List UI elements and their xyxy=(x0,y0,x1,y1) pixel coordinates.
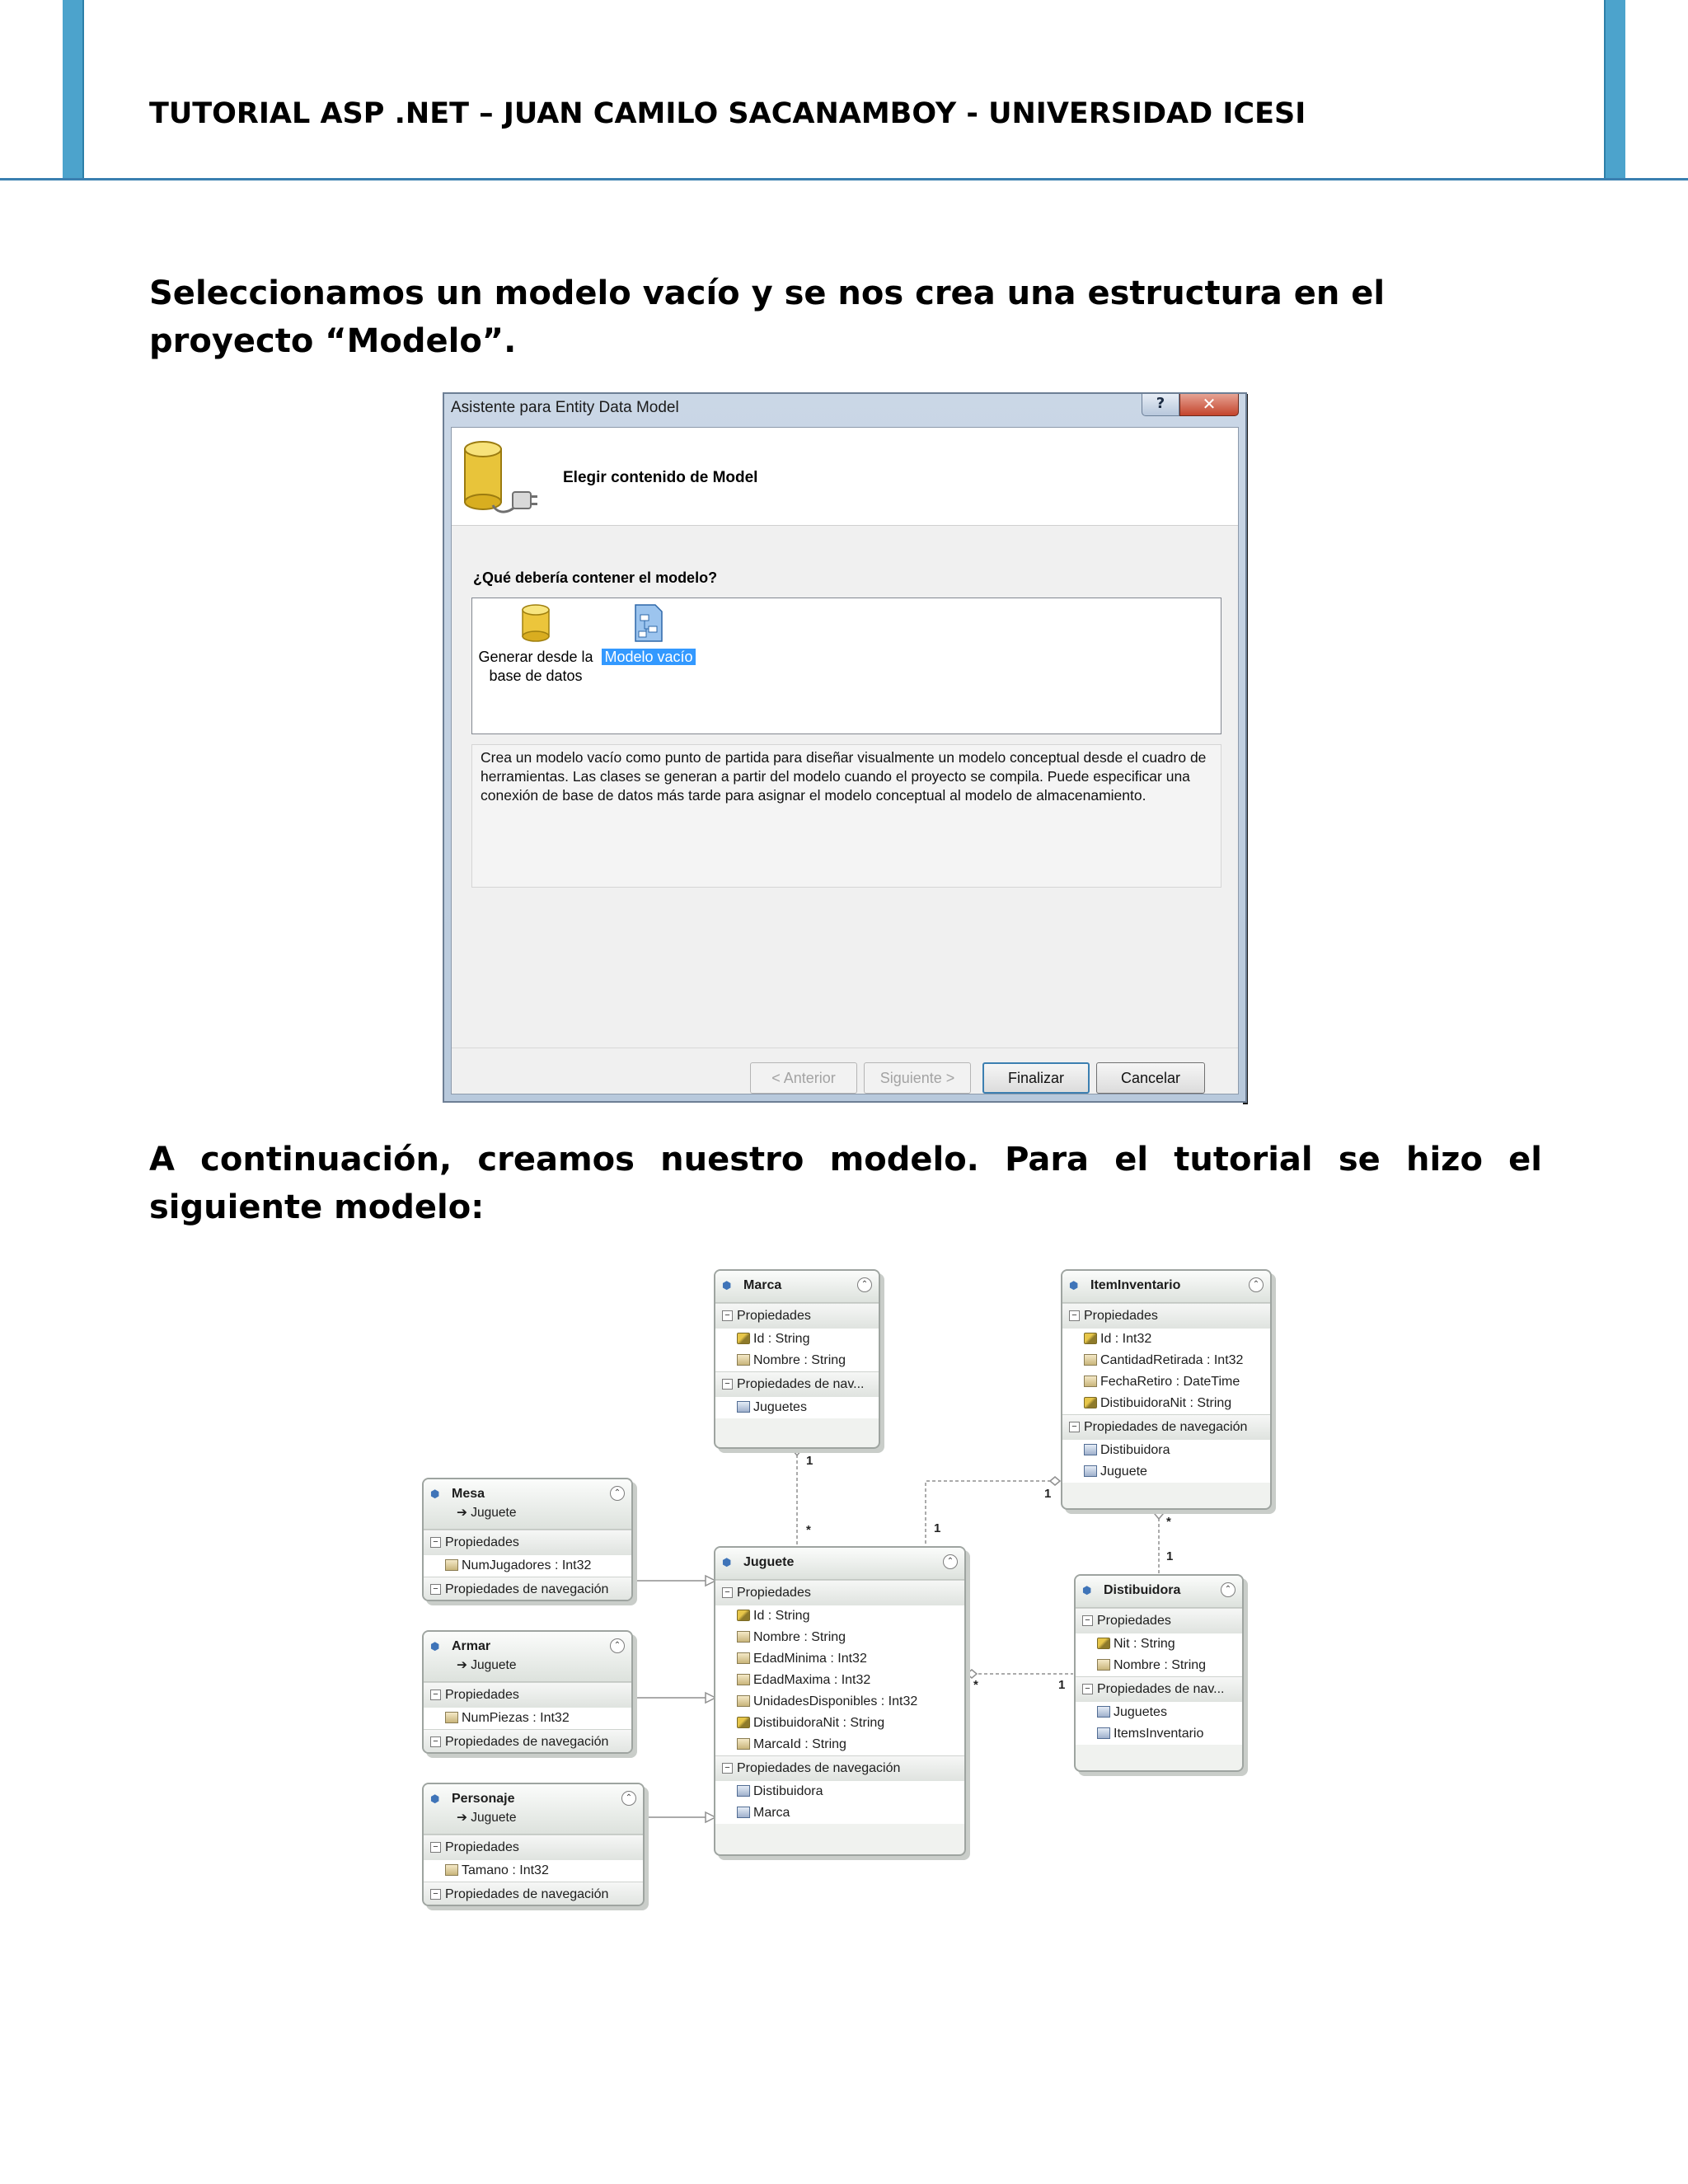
entity-name: Mesa xyxy=(452,1487,485,1501)
minus-icon[interactable]: − xyxy=(722,1587,733,1598)
navigation-icon xyxy=(737,1785,750,1797)
entity-header xyxy=(715,1548,964,1580)
property-row: EdadMinima : Int32 xyxy=(715,1648,964,1670)
section-navigation: − Propiedades de navegación xyxy=(715,1755,964,1781)
finish-button[interactable]: Finalizar xyxy=(982,1062,1090,1094)
property-row: Nombre : String xyxy=(1076,1655,1242,1676)
section-navigation: − Propiedades de navegación xyxy=(1062,1414,1270,1440)
minus-icon[interactable]: − xyxy=(1069,1422,1080,1432)
paragraph-model: A continuación, creamos nuestro modelo. Para el tutorial se hizo el siguiente modelo: xyxy=(149,1141,1542,1226)
property-icon xyxy=(445,1559,458,1571)
entity-icon: ⬢ xyxy=(430,1488,440,1500)
navigation-row: Distibuidora xyxy=(1062,1440,1270,1461)
entity-base-type: ➔ Juguete xyxy=(457,1658,517,1672)
multiplicity-label: 1 xyxy=(1058,1678,1066,1692)
minus-icon[interactable]: − xyxy=(430,1842,441,1853)
section-properties: − Propiedades xyxy=(424,1835,643,1860)
minus-icon[interactable]: − xyxy=(722,1379,733,1390)
collapse-icon[interactable]: ⌃ xyxy=(621,1791,636,1806)
navigation-row: Juguetes xyxy=(715,1397,879,1418)
property-row: CantidadRetirada : Int32 xyxy=(1062,1350,1270,1371)
property-icon xyxy=(737,1631,750,1643)
entity-icon: ⬢ xyxy=(1069,1279,1079,1291)
multiplicity-label: * xyxy=(806,1523,811,1537)
property-row: Nombre : String xyxy=(715,1627,964,1648)
navigation-row: Juguete xyxy=(1062,1461,1270,1483)
help-button[interactable]: ? xyxy=(1142,394,1179,416)
entity-mesa[interactable] xyxy=(422,1478,633,1601)
collapse-icon[interactable]: ⌃ xyxy=(1221,1582,1236,1597)
key-icon xyxy=(737,1610,750,1621)
entity-icon: ⬢ xyxy=(722,1556,732,1568)
navigation-icon xyxy=(1097,1706,1110,1718)
key-icon xyxy=(1084,1333,1097,1344)
entity-header xyxy=(715,1271,879,1303)
option-generate-label-2: base de datos xyxy=(489,668,583,684)
minus-icon[interactable]: − xyxy=(1082,1684,1093,1694)
navigation-row: Distibuidora xyxy=(715,1781,964,1802)
property-icon xyxy=(445,1712,458,1723)
section-navigation: − Propiedades de navegación xyxy=(424,1882,643,1906)
navigation-row: Juguetes xyxy=(1076,1702,1242,1723)
property-row: Nit : String xyxy=(1076,1633,1242,1655)
multiplicity-label: * xyxy=(973,1678,978,1692)
section-properties: − Propiedades xyxy=(1062,1303,1270,1329)
multiplicity-label: 1 xyxy=(934,1521,941,1535)
minus-icon[interactable]: − xyxy=(430,1889,441,1900)
property-icon xyxy=(737,1674,750,1685)
entity-armar[interactable] xyxy=(422,1630,633,1754)
close-button[interactable]: ✕ xyxy=(1179,394,1239,416)
entity-name: Armar xyxy=(452,1639,491,1653)
section-navigation: − Propiedades de navegación xyxy=(424,1577,631,1601)
section-navigation: − Propiedades de navegación xyxy=(424,1729,631,1754)
next-button[interactable]: Siguiente > xyxy=(864,1062,971,1094)
key-icon xyxy=(1084,1397,1097,1408)
dialog-title: Asistente para Entity Data Model xyxy=(451,399,679,416)
section-properties: − Propiedades xyxy=(424,1530,631,1555)
minus-icon[interactable]: − xyxy=(722,1763,733,1774)
navigation-icon xyxy=(1097,1727,1110,1739)
property-row: Id : String xyxy=(715,1605,964,1627)
minus-icon[interactable]: − xyxy=(430,1584,441,1595)
model-content-question: ¿Qué debería contener el modelo? xyxy=(473,569,718,586)
section-properties: − Propiedades xyxy=(715,1580,964,1605)
minus-icon[interactable]: − xyxy=(430,1537,441,1548)
navigation-icon xyxy=(737,1807,750,1818)
minus-icon[interactable]: − xyxy=(430,1690,441,1700)
option-generate-label-1: Generar desde la xyxy=(478,649,593,665)
property-row: Nombre : String xyxy=(715,1350,879,1371)
dialog-heading: Elegir contenido de Model xyxy=(563,469,758,486)
property-icon xyxy=(445,1864,458,1876)
property-row: Id : String xyxy=(715,1329,879,1350)
property-icon xyxy=(1084,1376,1097,1387)
entity-icon: ⬢ xyxy=(1082,1584,1092,1596)
entity-icon: ⬢ xyxy=(430,1793,440,1805)
collapse-icon[interactable]: ⌃ xyxy=(943,1554,958,1569)
entity-iteminventario[interactable] xyxy=(1061,1269,1272,1510)
entity-icon: ⬢ xyxy=(430,1640,440,1652)
navigation-icon xyxy=(1084,1444,1097,1455)
entity-marca[interactable] xyxy=(714,1269,880,1449)
entity-personaje[interactable] xyxy=(422,1783,645,1906)
property-row: DistibuidoraNit : String xyxy=(715,1713,964,1734)
property-row: FechaRetiro : DateTime xyxy=(1062,1371,1270,1393)
entity-base-type: ➔ Juguete xyxy=(457,1811,517,1825)
collapse-icon[interactable]: ⌃ xyxy=(1249,1277,1264,1292)
entity-name: Personaje xyxy=(452,1792,515,1806)
collapse-icon[interactable]: ⌃ xyxy=(610,1486,625,1501)
option-description: Crea un modelo vacío como punto de partida para diseñar visualmente un modelo conceptual desde el cuadro de herramientas. Las clases se generan a partir del modelo cuando el proyecto se compila. Puede especificar una conexión de base de datos más tarde para asignar el modelo conceptual al modelo de almacenamiento. xyxy=(471,744,1221,888)
entity-name: Distibuidora xyxy=(1104,1583,1181,1597)
paragraph-intro: Seleccionamos un modelo vacío y se nos crea una estructura en el proyecto “Modelo”. xyxy=(149,274,1386,360)
property-icon xyxy=(737,1652,750,1664)
property-row: NumPiezas : Int32 xyxy=(424,1708,631,1729)
section-navigation: − Propiedades de nav... xyxy=(715,1371,879,1397)
back-button[interactable]: < Anterior xyxy=(750,1062,857,1094)
minus-icon[interactable]: − xyxy=(1069,1310,1080,1321)
property-row: Tamano : Int32 xyxy=(424,1860,643,1882)
property-row: EdadMaxima : Int32 xyxy=(715,1670,964,1691)
section-properties: − Propiedades xyxy=(1076,1608,1242,1633)
entity-header xyxy=(424,1632,631,1682)
property-icon xyxy=(1097,1659,1110,1671)
entity-distibuidora[interactable] xyxy=(1074,1574,1244,1772)
section-navigation: − Propiedades de nav... xyxy=(1076,1676,1242,1702)
property-icon xyxy=(737,1354,750,1366)
section-properties: − Propiedades xyxy=(424,1682,631,1708)
entity-name: Juguete xyxy=(743,1555,795,1569)
minus-icon[interactable]: − xyxy=(430,1736,441,1747)
navigation-row: Marca xyxy=(715,1802,964,1824)
property-icon xyxy=(737,1695,750,1707)
entity-header xyxy=(1062,1271,1270,1303)
key-icon xyxy=(1097,1638,1110,1649)
multiplicity-label: * xyxy=(1166,1515,1171,1529)
property-icon xyxy=(737,1738,750,1750)
entity-name: Marca xyxy=(743,1278,782,1292)
navigation-row: ItemsInventario xyxy=(1076,1723,1242,1745)
property-row: Id : Int32 xyxy=(1062,1329,1270,1350)
property-row: NumJugadores : Int32 xyxy=(424,1555,631,1577)
entity-header xyxy=(424,1479,631,1530)
entity-icon: ⬢ xyxy=(722,1279,732,1291)
entity-juguete[interactable] xyxy=(714,1546,966,1856)
section-properties: − Propiedades xyxy=(715,1303,879,1329)
minus-icon[interactable]: − xyxy=(722,1310,733,1321)
option-empty-model-label: Modelo vacío xyxy=(602,649,695,665)
entity-header xyxy=(424,1784,643,1835)
multiplicity-label: 1 xyxy=(1166,1549,1174,1563)
multiplicity-label: 1 xyxy=(1044,1487,1052,1501)
entity-name: ItemInventario xyxy=(1090,1278,1181,1292)
entity-base-type: ➔ Juguete xyxy=(457,1506,517,1520)
key-icon xyxy=(737,1333,750,1344)
property-icon xyxy=(1084,1354,1097,1366)
property-row: MarcaId : String xyxy=(715,1734,964,1755)
navigation-icon xyxy=(1084,1465,1097,1477)
page-header-title: TUTORIAL ASP .NET – JUAN CAMILO SACANAMBOY - UNIVERSIDAD ICESI xyxy=(149,97,1306,130)
navigation-icon xyxy=(737,1401,750,1413)
property-row: UnidadesDisponibles : Int32 xyxy=(715,1691,964,1713)
collapse-icon[interactable]: ⌃ xyxy=(857,1277,872,1292)
cancel-button[interactable]: Cancelar xyxy=(1096,1062,1205,1094)
multiplicity-label: 1 xyxy=(806,1454,814,1468)
minus-icon[interactable]: − xyxy=(1082,1615,1093,1626)
key-icon xyxy=(737,1717,750,1728)
collapse-icon[interactable]: ⌃ xyxy=(610,1638,625,1653)
property-row: DistibuidoraNit : String xyxy=(1062,1393,1270,1414)
entity-header xyxy=(1076,1576,1242,1608)
